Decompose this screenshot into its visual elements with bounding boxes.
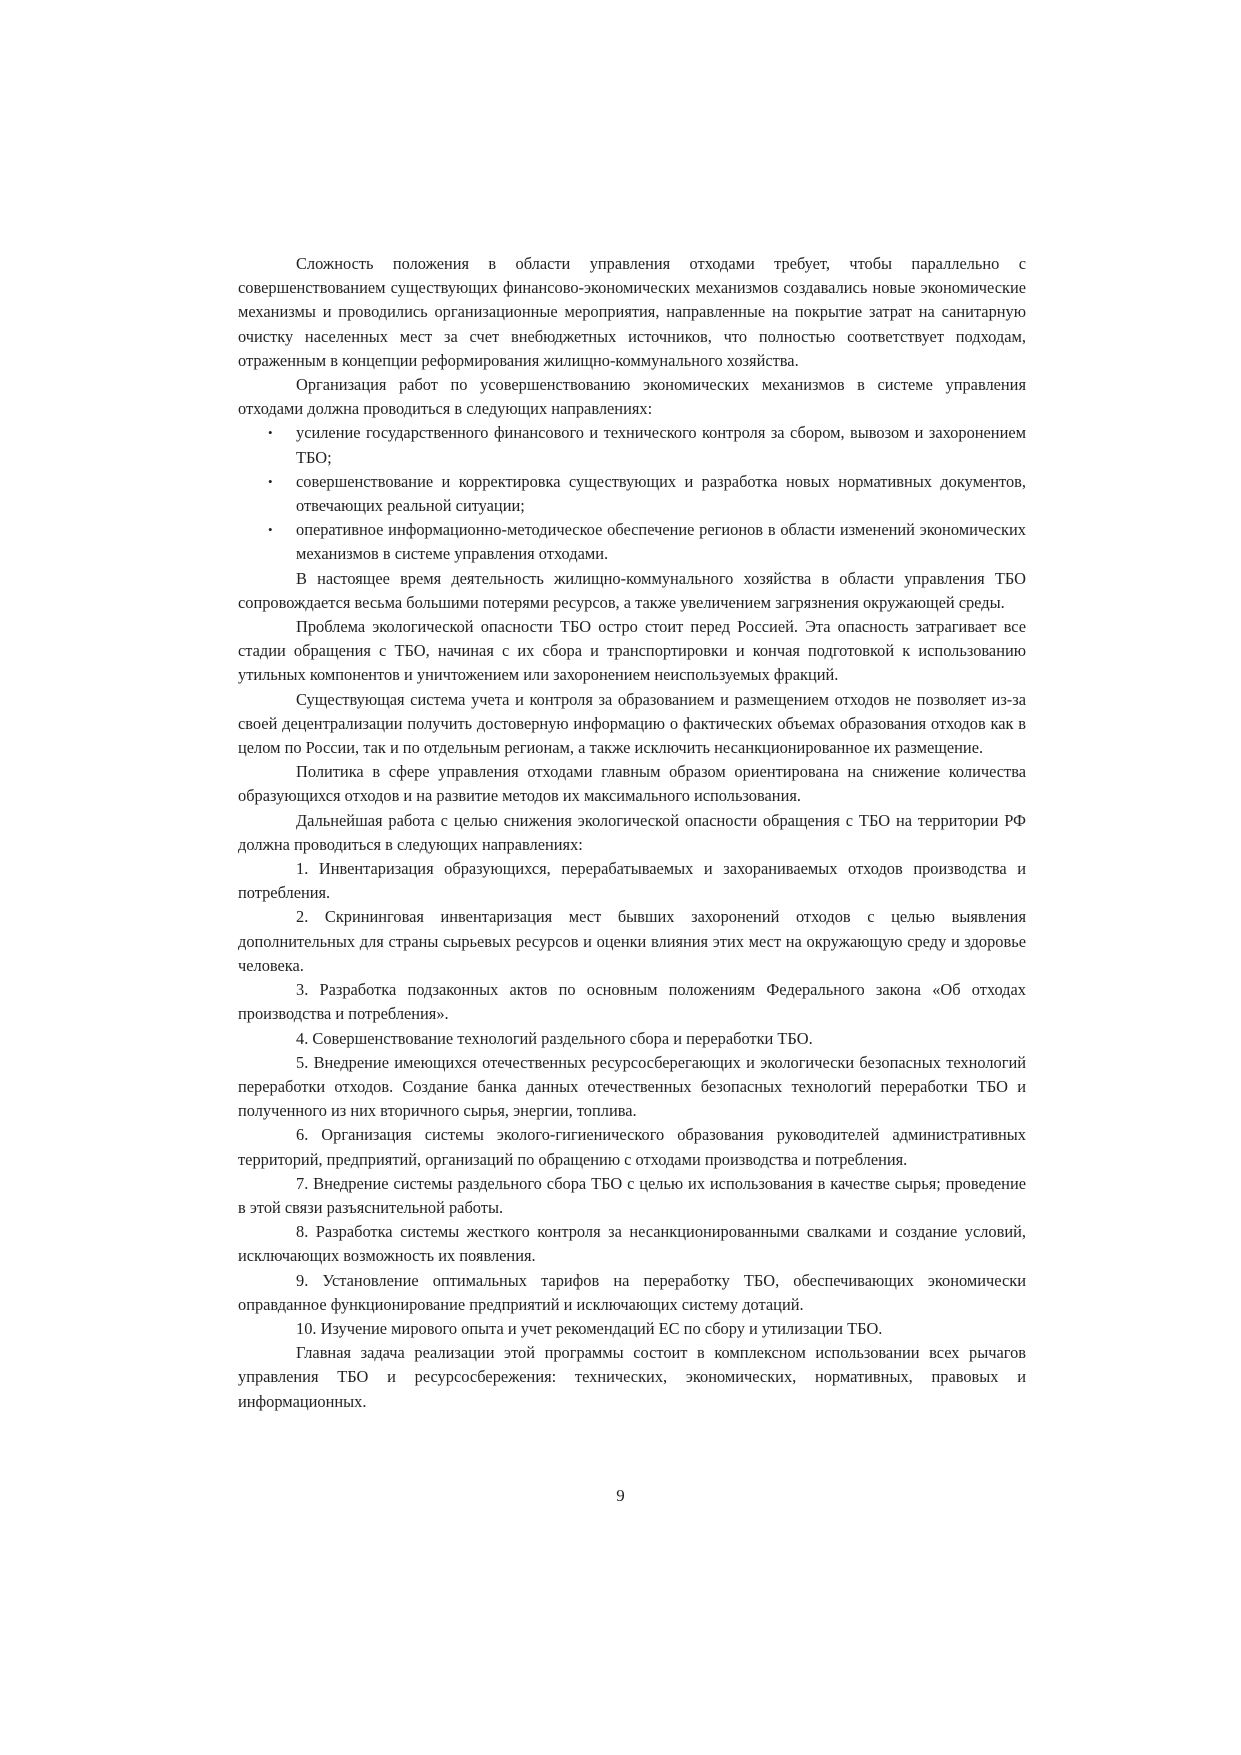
paragraph-final: Главная задача реализации этой программы состоит в комплексном использовании всех рычагов управления ТБО и ресурсосбережения: технических, экономических, нормативных, правовых и информационных. — [238, 1343, 1026, 1411]
numbered-item: 7. Внедрение системы раздельного сбора ТБО с целью их использования в качестве сырья; проведение в этой связи разъяснительной работы. — [238, 1173, 1026, 1217]
bullet-item — [238, 518, 1026, 566]
numbered-item: 9. Установление оптимальных тарифов на переработку ТБО, обеспечивающих экономически оправданное функционирование предприятий и исключающих систему дотаций. — [238, 1270, 1026, 1314]
bullet-icon: • — [268, 473, 273, 489]
paragraph: В настоящее время деятельность жилищно-коммунального хозяйства в области управления ТБО сопровождается весьма большими потерями ресурсов, а также увеличением загрязнения окружающей среды. — [238, 568, 1026, 612]
numbered-item: 1. Инвентаризация образующихся, перерабатываемых и захораниваемых отходов производства и потребления. — [238, 859, 1026, 903]
paragraph: Существующая система учета и контроля за образованием и размещением отходов не позволяет из-за своей децентрализации получить достоверную информацию о фактических объемах образования отходов как в целом по России, так и по отдельным регионам, а также исключить несанкционированное их размещение. — [238, 689, 1026, 758]
bullet-list — [238, 421, 1026, 566]
paragraph: Дальнейшая работа с целью снижения экологической опасности обращения с ТБО на территории РФ должна проводиться в следующих направлениях: — [238, 810, 1026, 854]
bullet-text: совершенствование и корректировка существующих и разработка новых нормативных документов, отвечающих реальной ситуации; — [296, 471, 1026, 516]
page-body — [238, 252, 1026, 1414]
paragraph: Политика в сфере управления отходами главным образом ориентирована на снижение количества образующихся отходов и на развитие методов их максимального использования. — [238, 762, 1026, 806]
numbered-item: 2. Скрининговая инвентаризация мест бывших захоронений отходов с целью выявления дополнительных для страны сырьевых ресурсов и оценки влияния этих мест на окружающую среду и здоровье человека. — [238, 907, 1026, 975]
paragraph: Проблема экологической опасности ТБО остро стоит перед Россией. Эта опасность затрагивает все стадии обращения с ТБО, начиная с их сбора и транспортировки и кончая подготовкой к использованию утильных компонентов и уничтожением или захоронением неиспользуемых фракций. — [238, 617, 1026, 685]
page-number: 9 — [616, 1486, 625, 1505]
bullet-text: усиление государственного финансового и технического контроля за сбором, вывозом и захоронением ТБО; — [296, 423, 1026, 467]
numbered-item: 5. Внедрение имеющихся отечественных ресурсосберегающих и экологически безопасных технологий переработки отходов. Создание банка данных отечественных безопасных технологий переработки ТБО и полученного из них вторичного сырья, энергии, топлива. — [238, 1052, 1026, 1121]
bullet-icon: • — [268, 425, 273, 441]
paragraph: Организация работ по усовершенствованию экономических механизмов в системе управления отходами должна проводиться в следующих направлениях: — [238, 375, 1026, 419]
bullet-item — [238, 421, 1026, 469]
numbered-item: 6. Организация системы эколого-гигиенического образования руководителей административных территорий, предприятий, организаций по обращению с отходами производства и потребления. — [238, 1125, 1026, 1169]
numbered-item: 8. Разработка системы жесткого контроля за несанкционированными свалками и создание условий, исключающих возможность их появления. — [238, 1222, 1026, 1266]
bullet-icon: • — [268, 522, 273, 538]
numbered-item: 10. Изучение мирового опыта и учет рекомендаций ЕС по сбору и утилизации ТБО. — [296, 1318, 883, 1338]
numbered-item: 4. Совершенствование технологий раздельного сбора и переработки ТБО. — [296, 1028, 813, 1048]
paragraph: Сложность положения в области управления отходами требует, чтобы параллельно с совершенствованием существующих финансово-экономических механизмов создавались новые экономические механизмы и проводились организационные мероприятия, направленные на покрытие затрат на санитарную очистку населенных мест за счет внебюджетных источников, что полностью соответствует подходам, отраженным в концепции реформирования жилищно-коммунального хозяйства. — [238, 254, 1026, 370]
bullet-item — [238, 470, 1026, 518]
bullet-text: оперативное информационно-методическое обеспечение регионов в области изменений экономических механизмов в системе управления отходами. — [296, 520, 1026, 564]
numbered-list — [238, 857, 1026, 1341]
numbered-item: 3. Разработка подзаконных актов по основным положениям Федерального закона «Об отходах производства и потребления». — [238, 980, 1026, 1024]
